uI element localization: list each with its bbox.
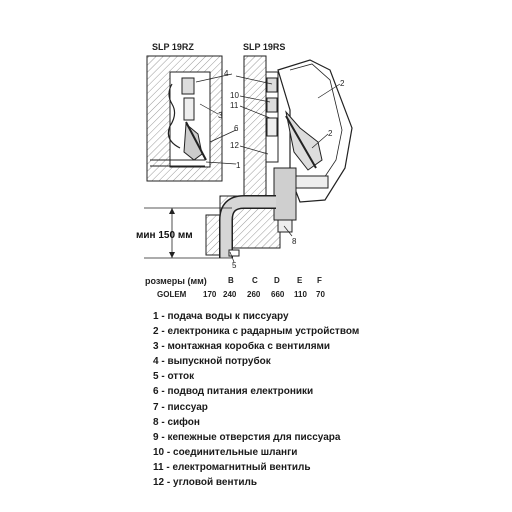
- legend-item: 8 - сифон: [153, 416, 200, 428]
- callout-2-top: 2: [340, 79, 345, 88]
- callout-5: 5: [232, 261, 237, 270]
- dimension-col-b: B: [228, 276, 234, 285]
- dimension-col-d: D: [274, 276, 280, 285]
- callout-6: 6: [234, 124, 239, 133]
- callout-2-mid: 2: [328, 129, 333, 138]
- model-label-left: SLP 19RZ: [152, 42, 194, 52]
- dimension-value: 110: [294, 290, 307, 299]
- dimensions-header: розмеры (мм): [145, 276, 207, 286]
- dimension-col-c: C: [252, 276, 258, 285]
- dimension-col-e: E: [297, 276, 303, 285]
- legend-item: 1 - подача воды к писсуару: [153, 311, 289, 322]
- dimension-value: 170: [203, 290, 217, 299]
- callout-4: 4: [224, 69, 229, 78]
- legend-item: 12 - угловой вентиль: [153, 477, 258, 489]
- callout-12: 12: [230, 141, 239, 150]
- callout-3: 3: [218, 111, 223, 120]
- dimension-value: 70: [316, 290, 325, 299]
- callout-10: 10: [230, 91, 239, 100]
- legend-item: 6 - подвод питания електроники: [153, 386, 314, 398]
- callout-11: 11: [230, 101, 239, 110]
- parts-legend: [153, 309, 359, 490]
- legend-item: 11 - електромагнитный вентиль: [153, 461, 311, 473]
- callout-8: 8: [292, 237, 297, 246]
- legend-item: 10 - соединительные шланги: [153, 446, 298, 458]
- dimension-value: 240: [223, 290, 237, 299]
- legend-item: 4 - выпускной потрубок: [153, 356, 271, 368]
- dimension-value: 260: [247, 290, 261, 299]
- callout-1: 1: [236, 161, 241, 170]
- min-height-label: мин 150 мм: [136, 230, 193, 241]
- right-installation-view: [206, 56, 352, 258]
- dimension-col-f: F: [317, 276, 322, 285]
- legend-item: 5 - отток: [153, 371, 195, 383]
- dimension-value: 660: [271, 290, 285, 299]
- legend-item: 3 - монтажная коробка с вентилями: [153, 341, 331, 353]
- dimension-row-label: GOLEM: [157, 290, 187, 299]
- model-label-right: SLP 19RS: [243, 42, 286, 52]
- legend-item: 7 - писсуар: [153, 401, 208, 413]
- legend-item: 9 - кепежные отверстия для писсуара: [153, 431, 341, 443]
- legend-item: 2 - електроника с радарным устройством: [153, 326, 360, 338]
